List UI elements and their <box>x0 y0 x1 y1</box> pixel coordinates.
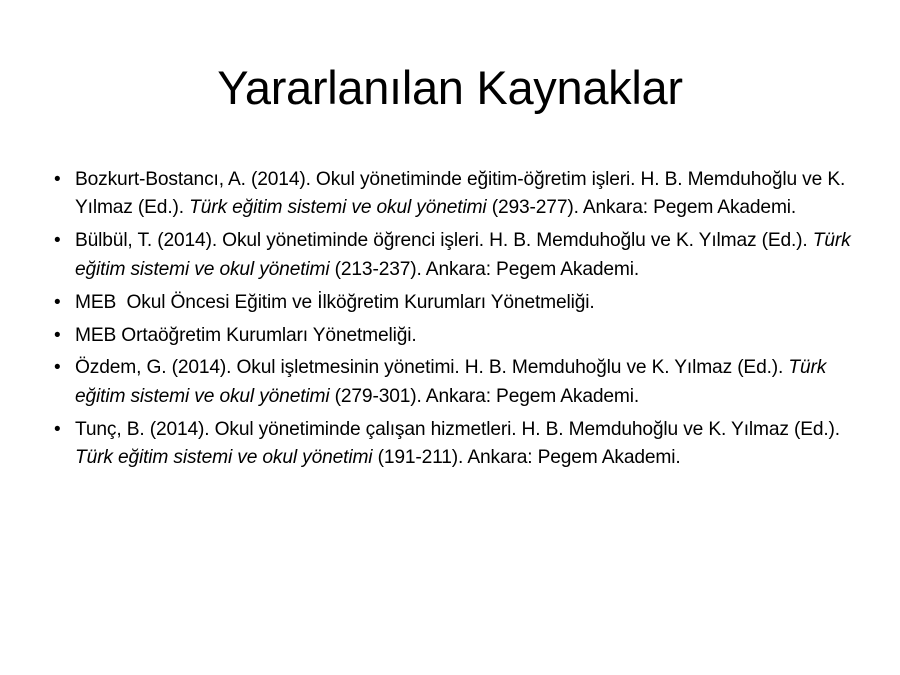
bullet-icon: • <box>54 418 61 440</box>
reference-item <box>52 289 857 317</box>
reference-list <box>52 166 857 477</box>
bullet-icon: • <box>54 169 61 190</box>
slide-title: Yararlanılan Kaynaklar <box>217 61 683 114</box>
reference-item <box>52 416 857 473</box>
reference-pages: (213-237). Ankara: Pegem Akademi. <box>329 258 640 280</box>
reference-item <box>52 322 857 350</box>
bullet-icon: • <box>54 324 61 346</box>
reference-item <box>52 227 857 284</box>
reference-item <box>52 166 857 223</box>
reference-pages: (279-301). Ankara: Pegem Akademi. <box>329 385 640 407</box>
reference-item <box>52 354 857 411</box>
reference-text: Bülbül, T. (2014). Okul yönetiminde öğrenci işleri. H. B. Memduhoğlu ve K. Yılmaz (Ed.). <box>75 230 813 252</box>
reference-book-title: Türk eğitim sistemi ve okul yönetimi <box>189 197 487 219</box>
reference-book-title: Türk eğitim sistemi ve okul yönetimi <box>75 230 851 280</box>
reference-book-title: Türk eğitim sistemi ve okul yönetimi <box>75 357 827 407</box>
reference-text: Tunç, B. (2014). Okul yönetiminde çalışan hizmetleri. H. B. Memduhoğlu ve K. Yılmaz (Ed.). <box>75 418 840 440</box>
reference-text: MEB Okul Öncesi Eğitim ve İlköğretim Kurumları Yönetmeliği. <box>75 291 595 313</box>
bullet-icon: • <box>54 230 61 252</box>
bullet-icon: • <box>54 291 61 313</box>
reference-text: Özdem, G. (2014). Okul işletmesinin yönetimi. H. B. Memduhoğlu ve K. Yılmaz (Ed.). <box>75 357 789 379</box>
reference-text: MEB Ortaöğretim Kurumları Yönetmeliği. <box>75 324 417 346</box>
reference-pages: (293-277). Ankara: Pegem Akademi. <box>486 197 797 219</box>
reference-pages: (191-211). Ankara: Pegem Akademi. <box>372 447 681 469</box>
bullet-icon: • <box>54 357 61 379</box>
reference-book-title: Türk eğitim sistemi ve okul yönetimi <box>75 447 373 469</box>
reference-text: Bozkurt-Bostancı, A. (2014). Okul yönetiminde eğitim-öğretim işleri. H. B. Memduhoğlu ve K. Yılmaz (Ed.). <box>75 169 846 219</box>
